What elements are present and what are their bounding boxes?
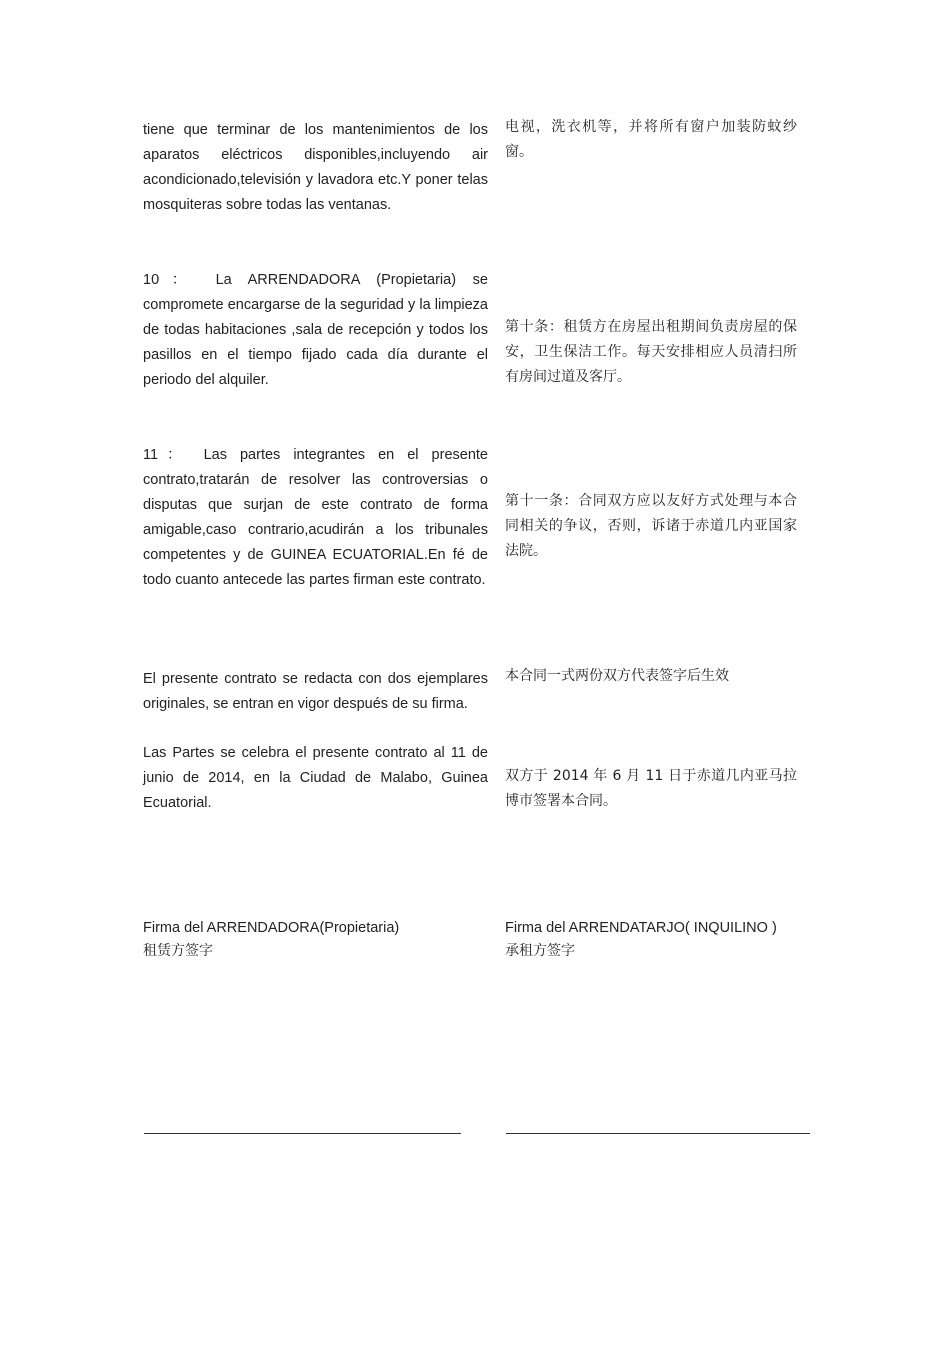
landlord-signature-line	[144, 1133, 461, 1134]
clause-10-spanish: 10： La ARRENDADORA (Propietaria) se compromete encargarse de la seguridad y la limpieza de todas habitaciones ,sala de recepción y todos los pasillos en el tiempo fijado cada día durante el periodo del alquiler.	[143, 272, 488, 388]
clause-11-chinese: 第十一条：合同双方应以友好方式处理与本合同相关的争议，否则，诉诸于赤道几内亚国家法院。	[505, 493, 797, 559]
clause-9-spanish: tiene que terminar de los mantenimientos de los aparatos eléctricos disponibles,incluyendo air acondicionado,televisión y lavadora etc.Y poner telas mosquiteras sobre todas las ventanas.	[143, 122, 488, 213]
landlord-signature-label-spanish: Firma del ARRENDADORA(Propietaria)	[143, 920, 400, 936]
tenant-signature-line	[506, 1133, 810, 1134]
clause-11-spanish: 11： Las partes integrantes en el presente contrato,tratarán de resolver las controversias o disputas que surjan de este contrato de forma amigable,caso contrario,acudirán a los tribunales competentes y de GUINEA ECUATORIAL.En fé de todo cuanto antecede las partes firman este contrato.	[143, 447, 488, 588]
clause-9-chinese: 电视，洗衣机等，并将所有窗户加装防蚊纱窗。	[505, 119, 797, 160]
copies-clause-spanish: El presente contrato se redacta con dos ejemplares originales, se entran en vigor después de su firma.	[143, 671, 488, 712]
copies-clause-chinese: 本合同一式两份双方代表签字后生效	[505, 668, 729, 684]
date-clause-spanish: Las Partes se celebra el presente contrato al 11 de junio de 2014, en la Ciudad de Malabo, Guinea Ecuatorial.	[143, 745, 488, 811]
landlord-signature-label-chinese: 租赁方签字	[143, 943, 213, 959]
date-clause-chinese: 双方于 2014 年 6 月 11 日于赤道几内亚马拉博市签署本合同。	[505, 768, 797, 809]
clause-10-chinese: 第十条：租赁方在房屋出租期间负责房屋的保安，卫生保洁工作。每天安排相应人员清扫所有房间过道及客厅。	[505, 319, 797, 385]
tenant-signature-label-chinese: 承租方签字	[505, 943, 575, 959]
tenant-signature-label-spanish: Firma del ARRENDATARJO( INQUILINO )	[505, 920, 777, 936]
